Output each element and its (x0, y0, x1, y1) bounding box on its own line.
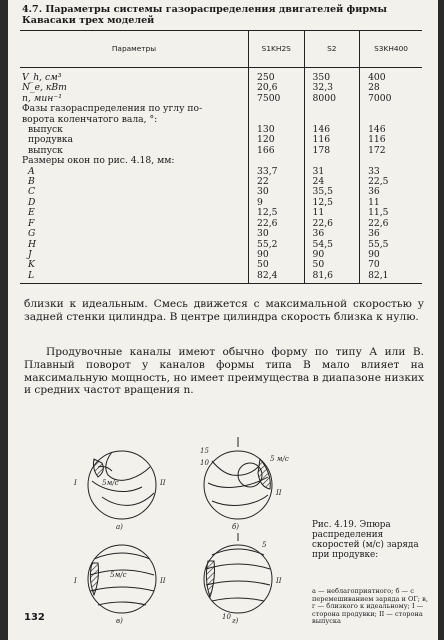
row-value: 33 (368, 165, 380, 177)
row-value: 54,5 (304, 240, 360, 250)
table-row (20, 187, 422, 197)
table-row (20, 260, 422, 270)
row-label: B (20, 177, 249, 187)
paragraph-1: близки к идеальным. Смесь движется с максимальной скоростью у задней стенки цилиндра. В центре цилиндра скорость близка к нулю. (24, 298, 424, 323)
table-title: 4.7. Параметры системы газораспределения двигателей фирмы Кавасаки трех моделей (22, 4, 387, 26)
row-label: K (20, 260, 249, 270)
row-label: D (20, 198, 249, 208)
row-label: H (20, 240, 249, 250)
row-value: 31 (304, 167, 360, 177)
table-row (20, 68, 422, 84)
header-model-1: S1KH2S (249, 31, 305, 68)
table-row (20, 240, 422, 250)
row-value: 32,3 (304, 83, 360, 93)
row-label: выпуск (20, 146, 249, 156)
row-label: E (20, 208, 249, 218)
row-value: 400 (368, 72, 386, 83)
book-page (8, 0, 438, 640)
row-value: 11 (368, 196, 380, 208)
row-value: 36 (368, 186, 380, 198)
table-row (20, 250, 422, 260)
row-value: 36 (368, 228, 380, 240)
header-model-3: S3KH400 (360, 31, 422, 68)
row-value: 130 (249, 125, 305, 135)
table-row (20, 83, 422, 93)
label-10-g: 10 (222, 613, 231, 621)
table-row (20, 177, 422, 187)
label-I-v: I (74, 577, 77, 585)
row-value: 90 (368, 248, 380, 260)
label-5ms-v: 5м/с (102, 479, 119, 487)
row-value: 12,5 (249, 208, 305, 218)
table-row (20, 125, 422, 135)
label-5-g: 5 (262, 541, 267, 549)
row-value: 22,6 (368, 217, 389, 229)
row-value: 7500 (249, 94, 305, 104)
row-label: n, мин⁻¹ (20, 94, 249, 104)
row-value: 172 (368, 144, 386, 156)
row-value (304, 104, 360, 114)
row-value: 11,5 (368, 207, 389, 219)
table-row (20, 135, 422, 145)
label-II-g: II (276, 577, 282, 585)
label-5ms: 5м/с (110, 571, 127, 579)
row-value: 90 (304, 250, 360, 260)
header-parameters: Параметры (20, 31, 249, 68)
page-number: 132 (24, 612, 45, 623)
label-I-a: I (74, 479, 77, 487)
row-value: 178 (304, 146, 360, 156)
row-label: Размеры окон по рис. 4.18, мм: (20, 156, 249, 166)
row-value: 82,4 (249, 271, 305, 284)
row-value: 22 (249, 177, 305, 187)
row-value: 90 (249, 250, 305, 260)
row-value: 20,6 (249, 83, 305, 93)
label-a: а) (116, 523, 123, 531)
row-value: 22,6 (304, 219, 360, 229)
row-label: J (20, 250, 249, 260)
row-label: G (20, 229, 249, 239)
paragraph-2: Продувочные каналы имеют обычно форму по типу А или В. Плавный поворот у каналов формы типа В мало влияет на максимальную мощность, но имеет преимущества в диапазоне низких и средних частот вращения n. (24, 346, 424, 397)
row-value: 9 (249, 198, 305, 208)
row-value: 55,5 (368, 238, 389, 250)
row-label: N_e, кВт (20, 83, 249, 93)
row-value: 22,5 (368, 176, 389, 188)
label-10: 10 (200, 459, 209, 467)
row-label: A (20, 167, 249, 177)
row-value: 116 (368, 134, 386, 146)
diagram-a (88, 451, 156, 519)
table-row (20, 229, 422, 239)
figure-4-19 (72, 437, 312, 625)
label-b: б) (232, 523, 240, 531)
row-value: 350 (304, 68, 360, 84)
row-value: 82,1 (360, 271, 422, 284)
row-label: V_h, см³ (20, 68, 249, 84)
row-value: 250 (249, 68, 305, 84)
row-value: 30 (249, 229, 305, 239)
table-row (20, 156, 422, 166)
row-label: C (20, 187, 249, 197)
row-value: 12,5 (304, 198, 360, 208)
row-value: 36 (304, 229, 360, 239)
row-value: 7000 (368, 92, 392, 104)
row-value: 55,2 (249, 240, 305, 250)
row-value: 30 (249, 187, 305, 197)
table-row (20, 271, 422, 284)
diagram-v (88, 545, 156, 613)
row-value: 35,5 (304, 187, 360, 197)
row-value: 24 (304, 177, 360, 187)
table-row (20, 198, 422, 208)
velocity-diagrams (72, 437, 312, 625)
label-II-a: II (160, 479, 166, 487)
row-value: 33,7 (249, 167, 305, 177)
figure-caption-notes: а — неблагоприятного; б — с перемешиванием заряда и ОГ; в, г — близкого к идеальному; I — сторона продувки; II — сторона выпуска (312, 587, 428, 626)
row-label: ворота коленчатого вала, °: (20, 115, 249, 125)
label-II-v: II (160, 577, 166, 585)
row-value: 70 (368, 259, 380, 271)
row-value: 146 (368, 124, 386, 136)
row-value: 22,6 (249, 219, 305, 229)
table-header-row (20, 31, 422, 68)
row-label: L (20, 271, 249, 284)
row-value: 8000 (304, 94, 360, 104)
row-value: 166 (249, 146, 305, 156)
label-15: 15 (200, 447, 209, 455)
label-II-b: II (276, 489, 282, 497)
row-value: 146 (304, 125, 360, 135)
label-5ms-b: 5 м/с (270, 455, 289, 463)
row-value: 116 (304, 135, 360, 145)
table-row (20, 115, 422, 125)
row-label: продувка (20, 135, 249, 145)
row-value (360, 104, 422, 114)
row-value: 50 (249, 260, 305, 270)
row-label: Фазы газораспределения по углу по- (20, 104, 249, 114)
row-value (249, 104, 305, 114)
row-value: 81,6 (304, 271, 360, 284)
table-row (20, 219, 422, 229)
row-label: F (20, 219, 249, 229)
header-model-2: S2 (304, 31, 360, 68)
figure-caption: Рис. 4.19. Эпюра распределения скоростей (м/с) заряда при продувке: (312, 520, 419, 560)
table-row (20, 167, 422, 177)
row-value: 11 (304, 208, 360, 218)
row-value: 120 (249, 135, 305, 145)
row-value: 28 (368, 82, 380, 94)
parameters-table (20, 30, 422, 284)
label-v: в) (116, 617, 123, 625)
table-row (20, 208, 422, 218)
diagram-b (204, 437, 272, 519)
row-label: выпуск (20, 125, 249, 135)
row-value: 50 (304, 260, 360, 270)
label-g: г) (232, 617, 239, 625)
